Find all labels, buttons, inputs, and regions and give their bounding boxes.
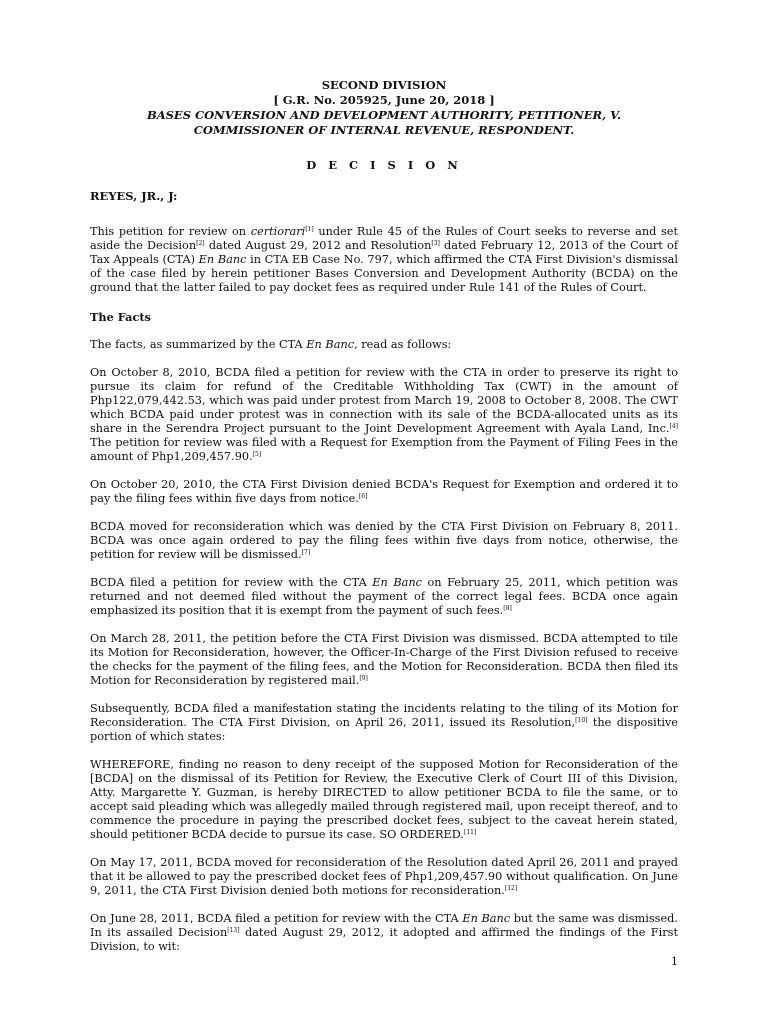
footnote-ref[interactable]: [7]: [301, 549, 311, 556]
facts-paragraph-1: On October 8, 2010, BCDA filed a petition for review with the CTA in order to preserve its right to pursue its claim for refund of the Creditable Withholding Tax (CWT) in the amount of Php122,079,442.53, which was paid under protest from March 19, 2008 to October 8, 2008. The CWT which BCDA paid under protest was in connection with its sale of the BCDA-allocated units as its share in the Serendra Project pursuant to the Joint Development Agreement with Ayala Land, Inc.[4] The petition for review was filed with a Request for Exemption from the Payment of Filing Fees in the amount of Php1,209,457.90.[5]: [90, 366, 678, 463]
intro-paragraph: This petition for review on certiorari[1] under Rule 45 of the Rules of Court seeks to reverse and set aside the Decision[2] dated August 29, 2012 and Resolution[3] dated February 12, 2013 of the Court of Tax Appeals (CTA) En Banc in CTA EB Case No. 797, which affirmed the CTA First Division's dismissal of the case filed by herein petitioner Bases Conversion and Development Authority (BCDA) on the ground that the latter failed to pay docket fees as required under Rule 141 of the Rules of Court.: [90, 225, 679, 294]
facts-paragraph-8: On May 17, 2011, BCDA moved for reconsideration of the Resolution dated April 26, 2011 and prayed that it be allowed to pay the prescribed docket fees of Php1,209,457.90 without qualification. On June 9, 2011, the CTA First Division denied both motions for reconsideration.[12]: [90, 856, 678, 897]
decision-title: D E C I S I O N: [306, 158, 462, 172]
footnote-ref[interactable]: [5]: [252, 451, 262, 458]
case-header: [90, 78, 678, 138]
facts-heading: The Facts: [90, 310, 151, 324]
footnote-ref[interactable]: [9]: [359, 675, 368, 682]
footnote-ref[interactable]: [2]: [196, 240, 205, 247]
case-parties: BASES CONVERSION AND DEVELOPMENT AUTHORITY, PETITIONER, V. COMMISSIONER OF INTERNAL REVENUE, RESPONDENT.: [146, 108, 621, 137]
document-body: [90, 78, 678, 954]
footnote-ref[interactable]: [6]: [358, 493, 368, 500]
footnote-ref[interactable]: [8]: [503, 605, 512, 612]
footnote-ref[interactable]: [10]: [575, 717, 588, 724]
ponente: REYES, JR., J:: [90, 189, 178, 203]
footnote-ref[interactable]: [1]: [305, 226, 314, 233]
quoted-resolution: WHEREFORE, finding no reason to deny receipt of the supposed Motion for Reconsideration of the [BCDA] on the dismissal of its Petition for Review, the Executive Clerk of Court III of this Division, Atty. Margarette Y. Guzman, is hereby DIRECTED to allow petitioner BCDA to file the same, or to accept said pleading which was allegedly mailed through registered mail, upon receipt thereof, and to commence the procedure in paying the prescribed docket fees, subject to the caveat herein stated, should petitioner BCDA decide to pursue its case. SO ORDERED.[11]: [90, 758, 678, 841]
footnote-ref[interactable]: [12]: [504, 885, 518, 892]
case-number: [ G.R. No. 205925, June 20, 2018 ]: [273, 93, 495, 107]
facts-paragraph-4: BCDA filed a petition for review with the CTA En Banc on February 25, 2011, which petition was returned and not deemed filed without the payment of the correct legal fees. BCDA once again emphasized its position that it is exempt from the payment of such fees.[8]: [90, 576, 678, 617]
facts-paragraph-5: On March 28, 2011, the petition before the CTA First Division was dismissed. BCDA attempted to tile its Motion for Reconsideration, however, the Officer-In-Charge of the First Division refused to receive the checks for the payment of the filing fees, and the Motion for Reconsideration. BCDA then filed its Motion for Reconsideration by registered mail.[9]: [90, 632, 678, 687]
facts-intro-paragraph: The facts, as summarized by the CTA En Banc, read as follows:: [90, 338, 452, 351]
footnote-ref[interactable]: [11]: [464, 829, 477, 836]
facts-paragraph-6: Subsequently, BCDA filed a manifestation stating the incidents relating to the tiling of its Motion for Reconsideration. The CTA First Division, on April 26, 2011, issued its Resolution,[10] the dispositive portion of which states:: [90, 702, 678, 743]
page-number: 1: [671, 955, 678, 968]
facts-paragraph-2: On October 20, 2010, the CTA First Division denied BCDA's Request for Exemption and ordered it to pay the filing fees within five days from notice.[6]: [90, 478, 678, 505]
footnote-ref[interactable]: [4]: [669, 423, 678, 430]
facts-paragraph-9: On June 28, 2011, BCDA filed a petition for review with the CTA En Banc but the same was dismissed. In its assailed Decision[13] dated August 29, 2012, it adopted and affirmed the findings of the First Division, to wit:: [90, 912, 678, 953]
facts-paragraph-3: BCDA moved for reconsideration which was denied by the CTA First Division on February 8, 2011. BCDA was once again ordered to pay the filing fees within five days from notice, otherwise, the petition for review will be dismissed.[7]: [90, 520, 678, 561]
footnote-ref[interactable]: [3]: [431, 240, 440, 247]
division-label: SECOND DIVISION: [321, 78, 447, 92]
footnote-ref[interactable]: [13]: [227, 927, 240, 934]
